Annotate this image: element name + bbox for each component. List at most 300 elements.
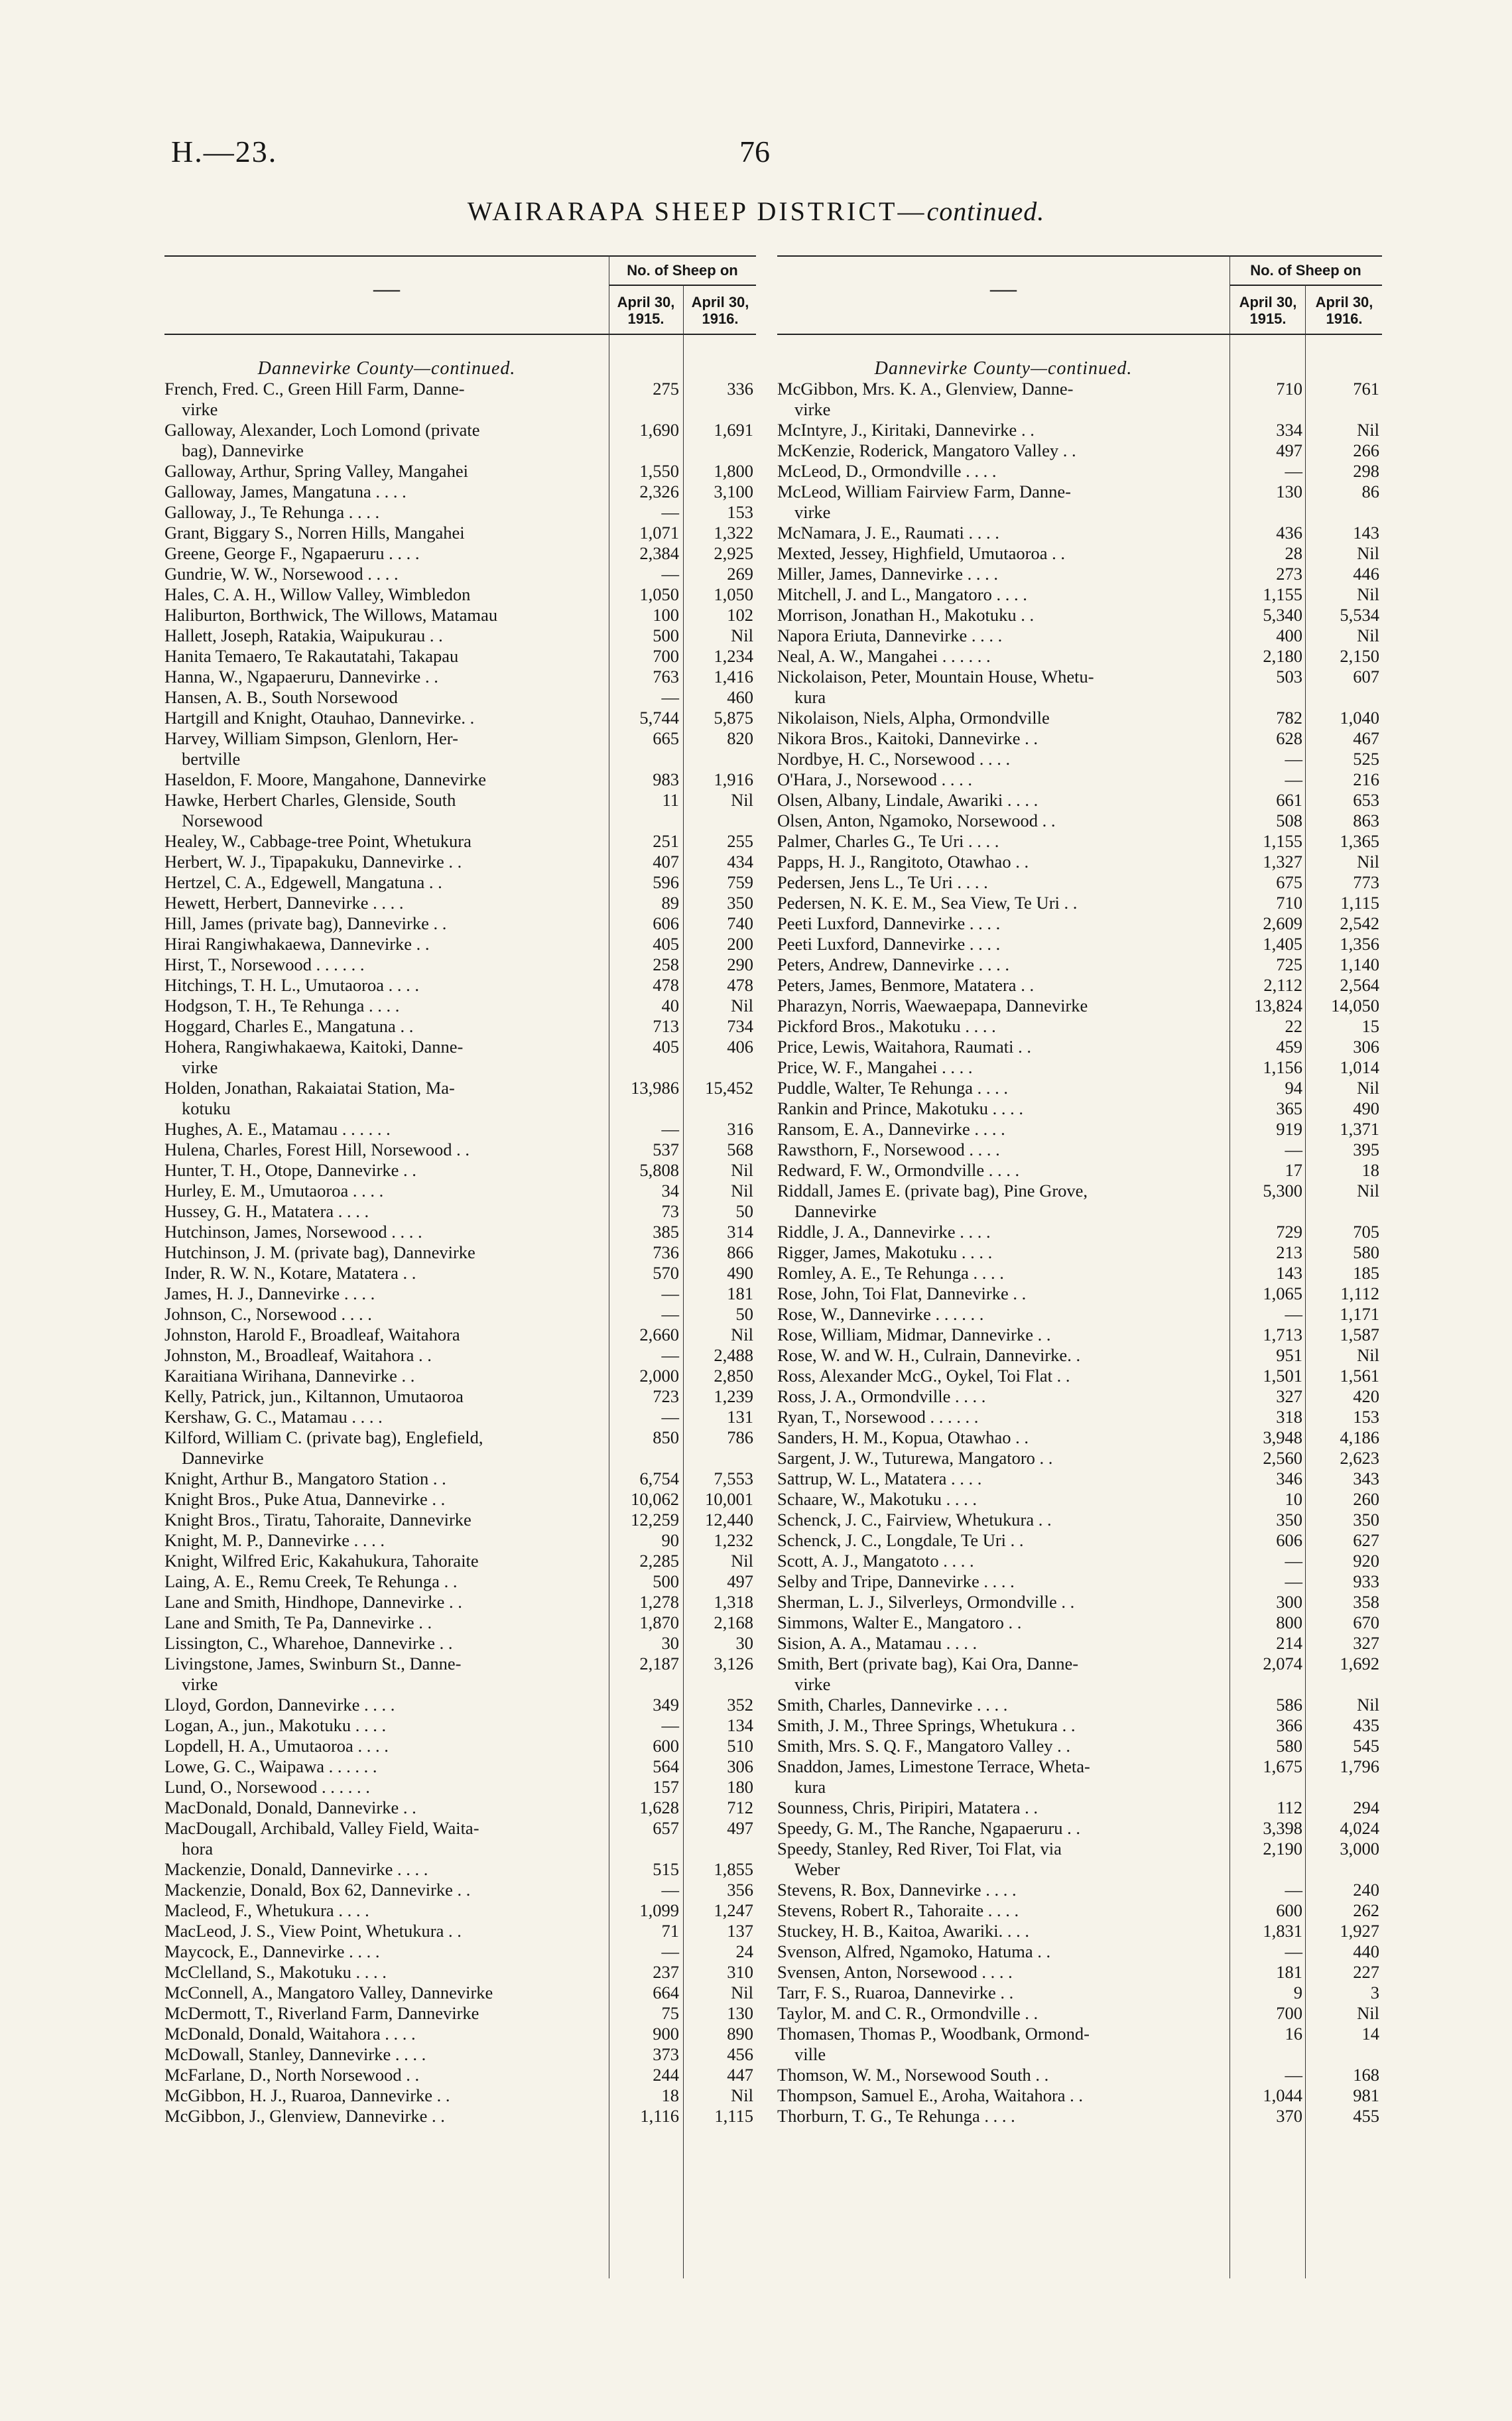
sheep-1916-value: 455 xyxy=(1353,2106,1379,2126)
table-row xyxy=(164,1469,756,1489)
table-row xyxy=(164,1242,756,1263)
holder-name: Neal, A. W., Mangahei . . . . . . xyxy=(777,646,991,666)
holder-name: Palmer, Charles G., Te Uri . . . . xyxy=(777,831,999,851)
table-row xyxy=(777,811,1382,831)
sheep-count-group-header: No. of Sheep on xyxy=(627,262,738,279)
table-row xyxy=(164,1119,756,1140)
sheep-1916-value: 7,553 xyxy=(714,1469,753,1488)
sheep-1915-value: 586 xyxy=(1276,1695,1302,1715)
sheep-1915-value: 71 xyxy=(661,1921,679,1941)
sheep-1915-value: 665 xyxy=(653,728,679,748)
sheep-1915-value: 157 xyxy=(653,1777,679,1797)
sheep-1915-value: — xyxy=(661,1880,679,1900)
sheep-1916-value: 1,365 xyxy=(1340,831,1379,851)
sheep-1915-value: 214 xyxy=(1276,1633,1302,1653)
name-column-header: — xyxy=(373,273,400,303)
holder-name: McKenzie, Roderick, Mangatoro Valley . . xyxy=(777,440,1076,460)
holder-name: Rose, W. and W. H., Culrain, Dannevirke. . xyxy=(777,1345,1081,1365)
holder-name: Ross, J. A., Ormondville . . . . xyxy=(777,1386,986,1406)
sheep-1916-value: 497 xyxy=(727,1818,753,1838)
sheep-1915-value: 350 xyxy=(1276,1510,1302,1530)
table-row xyxy=(164,2106,756,2127)
holder-name: Johnston, M., Broadleaf, Waitahora . . xyxy=(164,1345,432,1365)
holder-name: Ross, Alexander McG., Oykel, Toi Flat . . xyxy=(777,1366,1070,1386)
sheep-1915-value: 700 xyxy=(653,646,679,666)
sheep-1915-value: 365 xyxy=(1276,1098,1302,1118)
sheep-1916-value: Nil xyxy=(1357,1181,1379,1201)
sheep-1915-value: 258 xyxy=(653,954,679,974)
table-row xyxy=(777,954,1382,975)
sheep-1916-value: 298 xyxy=(1353,461,1379,481)
holder-name-continuation: virke xyxy=(182,399,218,419)
sheep-1915-value: — xyxy=(1285,769,1302,789)
holder-name: Price, Lewis, Waitahora, Raumati . . xyxy=(777,1037,1031,1057)
sheep-1916-value: 4,024 xyxy=(1340,1818,1379,1838)
holder-name: MacDougall, Archibald, Valley Field, Waita- xyxy=(164,1818,479,1838)
table-row xyxy=(164,1283,756,1304)
table-row xyxy=(777,1571,1382,1592)
table-row xyxy=(164,605,756,625)
sheep-1915-value: 564 xyxy=(653,1756,679,1776)
holder-name: Olsen, Albany, Lindale, Awariki . . . . xyxy=(777,790,1039,810)
sheep-1916-value: 820 xyxy=(727,728,753,748)
table-row xyxy=(777,584,1382,605)
sheep-1916-value: 168 xyxy=(1353,2065,1379,2085)
holder-name: McGibbon, Mrs. K. A., Glenview, Danne- xyxy=(777,379,1074,399)
holder-name: Pickford Bros., Makotuku . . . . xyxy=(777,1016,996,1036)
sheep-1916-value: 131 xyxy=(727,1407,753,1427)
sheep-1916-value: 627 xyxy=(1353,1530,1379,1550)
table-row xyxy=(164,1777,756,1798)
sheep-1916-value: 1,140 xyxy=(1340,954,1379,974)
table-row xyxy=(777,1921,1382,1941)
sheep-1916-value: 316 xyxy=(727,1119,753,1139)
sheep-1915-value: 18 xyxy=(661,2085,679,2105)
sheep-1915-value: 1,501 xyxy=(1263,1366,1302,1386)
table-row xyxy=(777,1407,1382,1427)
holder-name: Morrison, Jonathan H., Makotuku . . xyxy=(777,605,1035,625)
table-row xyxy=(777,1181,1382,1222)
holder-name: Harvey, William Simpson, Glenlorn, Her- xyxy=(164,728,458,748)
sheep-1916-value: 1,800 xyxy=(714,461,753,481)
sheep-1915-value: — xyxy=(661,1407,679,1427)
sheep-1915-value: 5,340 xyxy=(1263,605,1302,625)
table-row xyxy=(777,1386,1382,1407)
holder-name: Pedersen, Jens L., Te Uri . . . . xyxy=(777,872,988,892)
holder-name: Rose, John, Toi Flat, Dannevirke . . xyxy=(777,1283,1027,1303)
table-row xyxy=(164,1859,756,1880)
sheep-1915-value: 661 xyxy=(1276,790,1302,810)
holder-name: Peeti Luxford, Dannevirke . . . . xyxy=(777,913,1001,933)
holder-name: Hutchinson, James, Norsewood . . . . xyxy=(164,1222,422,1242)
sheep-1915-value: 729 xyxy=(1276,1222,1302,1242)
table-row xyxy=(164,1325,756,1345)
sheep-1916-value: 1,691 xyxy=(714,420,753,440)
holder-name: Stevens, R. Box, Dannevirke . . . . xyxy=(777,1880,1017,1900)
sheep-1915-value: 1,628 xyxy=(639,1798,679,1817)
holder-name: Svensen, Anton, Norsewood . . . . xyxy=(777,1962,1013,1982)
holder-name-continuation: bertville xyxy=(182,749,241,769)
sheep-1916-value: 2,623 xyxy=(1340,1448,1379,1468)
holder-name: McGibbon, J., Glenview, Dannevirke . . xyxy=(164,2106,445,2126)
sheep-1915-value: 500 xyxy=(653,1571,679,1591)
holder-name: Holden, Jonathan, Rakaiatai Station, Ma- xyxy=(164,1078,455,1098)
holder-name: Riddall, James E. (private bag), Pine Grove, xyxy=(777,1181,1088,1201)
holder-name: Selby and Tripe, Dannevirke . . . . xyxy=(777,1571,1015,1591)
holder-name: Nickolaison, Peter, Mountain House, Whetu- xyxy=(777,667,1094,687)
sheep-1915-value: 373 xyxy=(653,2044,679,2064)
sheep-1915-value: 508 xyxy=(1276,811,1302,830)
table-row xyxy=(777,790,1382,811)
sheep-1915-value: 1,327 xyxy=(1263,852,1302,872)
sheep-1915-value: 1,071 xyxy=(639,523,679,543)
table-row xyxy=(164,1551,756,1571)
sheep-1915-value: 275 xyxy=(653,379,679,399)
sheep-1916-value: 545 xyxy=(1353,1736,1379,1756)
sheep-1915-value: 400 xyxy=(1276,625,1302,645)
holder-name: Mackenzie, Donald, Dannevirke . . . . xyxy=(164,1859,428,1879)
holder-name: Smith, J. M., Three Springs, Whetukura . . xyxy=(777,1715,1076,1735)
holder-name: Rose, W., Dannevirke . . . . . . xyxy=(777,1304,984,1324)
sheep-1916-value: Nil xyxy=(1357,584,1379,604)
sheep-1915-value: 2,326 xyxy=(639,482,679,501)
sheep-1915-value: 12,259 xyxy=(631,1510,679,1530)
table-row xyxy=(777,934,1382,954)
sheep-1916-value: 130 xyxy=(727,2003,753,2023)
holder-name: Speedy, G. M., The Ranche, Ngapaeruru . . xyxy=(777,1818,1080,1838)
sheep-1915-value: 73 xyxy=(661,1201,679,1221)
holder-name: French, Fred. C., Green Hill Farm, Danne- xyxy=(164,379,465,399)
table-row xyxy=(164,1386,756,1407)
sheep-1915-value: 2,112 xyxy=(1263,975,1302,995)
table-row xyxy=(164,1510,756,1530)
sheep-1915-value: 251 xyxy=(653,831,679,851)
holder-name: Hohera, Rangiwhakaewa, Kaitoki, Danne- xyxy=(164,1037,464,1057)
sheep-1916-value: 181 xyxy=(727,1283,753,1303)
sheep-1916-value: 227 xyxy=(1353,1962,1379,1982)
sheep-1916-value: 15 xyxy=(1361,1016,1379,1036)
sheep-1915-value: 725 xyxy=(1276,954,1302,974)
table-row xyxy=(777,1880,1382,1900)
holder-name: Smith, Mrs. S. Q. F., Mangatoro Valley . . xyxy=(777,1736,1071,1756)
holder-name: Gundrie, W. W., Norsewood . . . . xyxy=(164,564,399,584)
sheep-1916-value: 358 xyxy=(1353,1592,1379,1612)
page-number: 76 xyxy=(739,135,770,168)
sheep-1915-value: 1,065 xyxy=(1263,1283,1302,1303)
sheep-1915-value: — xyxy=(1285,2065,1302,2085)
holder-name: McDermott, T., Riverland Farm, Dannevirke xyxy=(164,2003,479,2023)
sheep-1915-value: 537 xyxy=(653,1140,679,1159)
sheep-1916-value: 446 xyxy=(1353,564,1379,584)
holder-name-continuation: virke xyxy=(794,1674,831,1694)
sheep-1916-value: Nil xyxy=(1357,543,1379,563)
holder-name: Hurley, E. M., Umutaoroa . . . . xyxy=(164,1181,384,1201)
holder-name: Papps, H. J., Rangitoto, Otawhao . . xyxy=(777,852,1029,872)
holder-name: Riddle, J. A., Dannevirke . . . . xyxy=(777,1222,991,1242)
sheep-1916-value: 3,000 xyxy=(1340,1839,1379,1859)
sheep-1915-value: 503 xyxy=(1276,667,1302,687)
holder-name: Nikora Bros., Kaitoki, Dannevirke . . xyxy=(777,728,1038,748)
sheep-1916-value: 1,115 xyxy=(714,2106,753,2126)
table-row xyxy=(777,1941,1382,1962)
sheep-1916-value: 50 xyxy=(735,1304,753,1324)
holder-name-continuation: ville xyxy=(794,2044,826,2064)
table-row xyxy=(164,1263,756,1283)
table-row xyxy=(777,1448,1382,1469)
holder-name: Hirst, T., Norsewood . . . . . . xyxy=(164,954,365,974)
table-row xyxy=(777,749,1382,769)
holder-name: Smith, Bert (private bag), Kai Ora, Danne- xyxy=(777,1654,1079,1673)
sheep-1916-value: Nil xyxy=(731,790,753,810)
sheep-1915-value: 606 xyxy=(653,913,679,933)
holder-name: Hulena, Charles, Forest Hill, Norsewood . . xyxy=(164,1140,470,1159)
sheep-1915-value: 405 xyxy=(653,1037,679,1057)
holder-name: Speedy, Stanley, Red River, Toi Flat, via xyxy=(777,1839,1062,1859)
sheep-1915-value: 327 xyxy=(1276,1386,1302,1406)
table-row xyxy=(777,1078,1382,1098)
sheep-1916-value: 761 xyxy=(1353,379,1379,399)
sheep-1915-value: 710 xyxy=(1276,893,1302,913)
holder-name: McNamara, J. E., Raumati . . . . xyxy=(777,523,999,543)
sheep-1915-value: 983 xyxy=(653,769,679,789)
table-row xyxy=(777,543,1382,564)
sheep-1915-value: 782 xyxy=(1276,708,1302,728)
sheep-1916-value: 255 xyxy=(727,831,753,851)
table-row xyxy=(777,1715,1382,1736)
sheep-1915-value: 2,384 xyxy=(639,543,679,563)
table-row xyxy=(164,667,756,687)
sheep-1916-value: 933 xyxy=(1353,1571,1379,1591)
table-row xyxy=(777,1839,1382,1880)
sheep-1916-value: 568 xyxy=(727,1140,753,1159)
sheep-1915-value: 300 xyxy=(1276,1592,1302,1612)
page-reference: H.—23. xyxy=(171,135,278,168)
table-row xyxy=(164,584,756,605)
sheep-1915-value: 628 xyxy=(1276,728,1302,748)
table-row xyxy=(777,1160,1382,1181)
holder-name: McGibbon, H. J., Ruaroa, Dannevirke . . xyxy=(164,2085,450,2105)
holder-name: Simmons, Walter E., Mangatoro . . xyxy=(777,1612,1022,1632)
table-row xyxy=(164,543,756,564)
table-row xyxy=(777,769,1382,790)
county-heading: Dannevirke County—continued. xyxy=(257,358,516,379)
table-row xyxy=(777,1366,1382,1386)
holder-name: Thorburn, T. G., Te Rehunga . . . . xyxy=(777,2106,1015,2126)
sheep-1915-value: 2,190 xyxy=(1263,1839,1302,1859)
holder-name: Nikolaison, Niels, Alpha, Ormondville xyxy=(777,708,1050,728)
sheep-1916-value: 10,001 xyxy=(705,1489,753,1509)
holder-name: Haseldon, F. Moore, Mangahone, Dannevirke xyxy=(164,769,487,789)
holder-name: Svenson, Alfred, Ngamoko, Hatuma . . xyxy=(777,1941,1051,1961)
sheep-1915-value: 900 xyxy=(653,2024,679,2044)
sheep-1916-value: 705 xyxy=(1353,1222,1379,1242)
sheep-1916-value: Nil xyxy=(1357,1345,1379,1365)
sheep-1916-value: 306 xyxy=(727,1756,753,1776)
sheep-1916-value: 2,850 xyxy=(714,1366,753,1386)
sheep-1915-value: 606 xyxy=(1276,1530,1302,1550)
table-row xyxy=(777,1654,1382,1695)
sheep-1916-value: 1,318 xyxy=(714,1592,753,1612)
sheep-1915-value: 700 xyxy=(1276,2003,1302,2023)
table-row xyxy=(164,708,756,728)
sheep-1916-value: 580 xyxy=(1353,1242,1379,1262)
sheep-1916-value: 153 xyxy=(1353,1407,1379,1427)
sheep-1916-value: 1,587 xyxy=(1340,1325,1379,1344)
table-row xyxy=(164,1078,756,1119)
sheep-1915-value: 1,044 xyxy=(1263,2085,1302,2105)
sheep-1916-value: 456 xyxy=(727,2044,753,2064)
table-row xyxy=(164,996,756,1016)
holder-name: Mitchell, J. and L., Mangatoro . . . . xyxy=(777,584,1027,604)
sheep-1915-value: 28 xyxy=(1285,543,1302,563)
sheep-1916-value: Nil xyxy=(731,2085,753,2105)
holder-name-continuation: virke xyxy=(794,399,831,419)
sheep-1915-value: 181 xyxy=(1276,1962,1302,1982)
sheep-1916-value: 863 xyxy=(1353,811,1379,830)
table-row xyxy=(777,913,1382,934)
sheep-1915-value: 89 xyxy=(661,893,679,913)
holder-name-continuation: kura xyxy=(794,1777,826,1797)
table-row xyxy=(164,1016,756,1037)
sheep-1916-value: 356 xyxy=(727,1880,753,1900)
table-row xyxy=(777,1530,1382,1551)
sheep-1915-value: 75 xyxy=(661,2003,679,2023)
sheep-1916-value: 343 xyxy=(1353,1469,1379,1488)
holder-name: Schaare, W., Makotuku . . . . xyxy=(777,1489,977,1509)
table-row xyxy=(777,1304,1382,1325)
sheep-1916-value: 180 xyxy=(727,1777,753,1797)
holder-name: Ryan, T., Norsewood . . . . . . xyxy=(777,1407,979,1427)
sheep-1915-value: — xyxy=(661,1715,679,1735)
sheep-1916-value: 314 xyxy=(727,1222,753,1242)
holder-name-continuation: kotuku xyxy=(182,1098,231,1118)
sheep-1916-value: 1,232 xyxy=(714,1530,753,1550)
sheep-1915-value: 349 xyxy=(653,1695,679,1715)
sheep-1915-value: 9 xyxy=(1293,1983,1302,2002)
holder-name: Galloway, James, Mangatuna . . . . xyxy=(164,482,407,501)
sheep-1916-value: 420 xyxy=(1353,1386,1379,1406)
holder-name: Hawke, Herbert Charles, Glenside, South xyxy=(164,790,456,810)
name-column-header: — xyxy=(990,273,1017,303)
table-row xyxy=(164,1181,756,1201)
sheep-1915-value: 3,948 xyxy=(1263,1427,1302,1447)
sheep-1916-value: Nil xyxy=(1357,852,1379,872)
holder-name: MacLeod, J. S., View Point, Whetukura . . xyxy=(164,1921,462,1941)
table-row xyxy=(777,1633,1382,1654)
holder-name: Price, W. F., Mangahei . . . . xyxy=(777,1057,973,1077)
sheep-1916-value: 24 xyxy=(735,1941,753,1961)
holder-name: O'Hara, J., Norsewood . . . . xyxy=(777,769,973,789)
sheep-1916-value: 3 xyxy=(1370,1983,1379,2002)
sheep-1916-value: 510 xyxy=(727,1736,753,1756)
table-row xyxy=(777,2065,1382,2085)
holder-name: Olsen, Anton, Ngamoko, Norsewood . . xyxy=(777,811,1056,830)
sheep-1915-value: 800 xyxy=(1276,1612,1302,1632)
table-top-rule xyxy=(164,255,756,257)
sheep-1915-value: 723 xyxy=(653,1386,679,1406)
table-row xyxy=(777,420,1382,440)
sheep-1916-value: Nil xyxy=(731,1325,753,1344)
holder-name: Scott, A. J., Mangatoto . . . . xyxy=(777,1551,974,1571)
sheep-1916-value: 653 xyxy=(1353,790,1379,810)
sheep-1916-value: 336 xyxy=(727,379,753,399)
holder-name: Knight Bros., Puke Atua, Dannevirke . . xyxy=(164,1489,446,1509)
holder-name-continuation: virke xyxy=(794,502,831,522)
holder-name: Kershaw, G. C., Matamau . . . . xyxy=(164,1407,383,1427)
sheep-1915-value: 2,000 xyxy=(639,1366,679,1386)
table-row xyxy=(164,461,756,482)
sheep-1915-value: 90 xyxy=(661,1530,679,1550)
table-row xyxy=(164,2085,756,2106)
table-row xyxy=(164,420,756,461)
sheep-1916-value: 50 xyxy=(735,1201,753,1221)
table-row xyxy=(777,1345,1382,1366)
sheep-1915-value: 710 xyxy=(1276,379,1302,399)
table-row xyxy=(164,852,756,872)
table-row xyxy=(164,1695,756,1715)
sheep-1915-value: 10,062 xyxy=(631,1489,679,1509)
table-row xyxy=(164,1633,756,1654)
table-row xyxy=(164,646,756,667)
sheep-1915-value: 664 xyxy=(653,1983,679,2002)
sheep-1916-value: Nil xyxy=(1357,1695,1379,1715)
holder-name: Sattrup, W. L., Matatera . . . . xyxy=(777,1469,982,1488)
sheep-1915-value: 407 xyxy=(653,852,679,872)
sheep-1915-value: 951 xyxy=(1276,1345,1302,1365)
table-row xyxy=(777,605,1382,625)
table-row xyxy=(777,1016,1382,1037)
table-row xyxy=(777,1962,1382,1983)
holder-name: Sargent, J. W., Tuturewa, Mangatoro . . xyxy=(777,1448,1053,1468)
table-row xyxy=(777,2106,1382,2127)
sheep-1916-value: 12,440 xyxy=(705,1510,753,1530)
sheep-1915-value: 22 xyxy=(1285,1016,1302,1036)
holder-name: Rawsthorn, F., Norsewood . . . . xyxy=(777,1140,1000,1159)
sheep-1916-value: 240 xyxy=(1353,1880,1379,1900)
table-row xyxy=(777,1551,1382,1571)
holder-name: Peters, James, Benmore, Matatera . . xyxy=(777,975,1035,995)
holder-name: Kelly, Patrick, jun., Kiltannon, Umutaoroa xyxy=(164,1386,464,1406)
left-table xyxy=(164,255,756,2278)
sheep-1916-value: 1,112 xyxy=(1340,1283,1379,1303)
table-row xyxy=(164,625,756,646)
table-row xyxy=(164,1715,756,1736)
sheep-1916-value: Nil xyxy=(731,1160,753,1180)
sheep-1916-value: 467 xyxy=(1353,728,1379,748)
holder-name-continuation: kura xyxy=(794,687,826,707)
holder-name: Sounness, Chris, Piripiri, Matatera . . xyxy=(777,1798,1039,1817)
table-row xyxy=(777,646,1382,667)
sheep-1916-value: 1,855 xyxy=(714,1859,753,1879)
table-row xyxy=(777,523,1382,543)
holder-name: Lloyd, Gordon, Dannevirke . . . . xyxy=(164,1695,395,1715)
sheep-1916-value: 137 xyxy=(727,1921,753,1941)
table-row xyxy=(777,440,1382,461)
sheep-1915-value: 1,099 xyxy=(639,1900,679,1920)
sheep-1915-value: — xyxy=(1285,1571,1302,1591)
sheep-1915-value: — xyxy=(661,502,679,522)
table-row xyxy=(164,2044,756,2065)
sheep-1916-value: 2,925 xyxy=(714,543,753,563)
table-row xyxy=(777,1427,1382,1448)
sheep-1915-value: — xyxy=(1285,749,1302,769)
sheep-1916-value: 143 xyxy=(1353,523,1379,543)
sheep-1916-value: 2,564 xyxy=(1340,975,1379,995)
holder-name: Hales, C. A. H., Willow Valley, Wimbledon xyxy=(164,584,471,604)
holder-name: Snaddon, James, Limestone Terrace, Wheta- xyxy=(777,1756,1090,1776)
holder-name: Thomson, W. M., Norsewood South . . xyxy=(777,2065,1049,2085)
holder-name-continuation: hora xyxy=(182,1839,214,1859)
